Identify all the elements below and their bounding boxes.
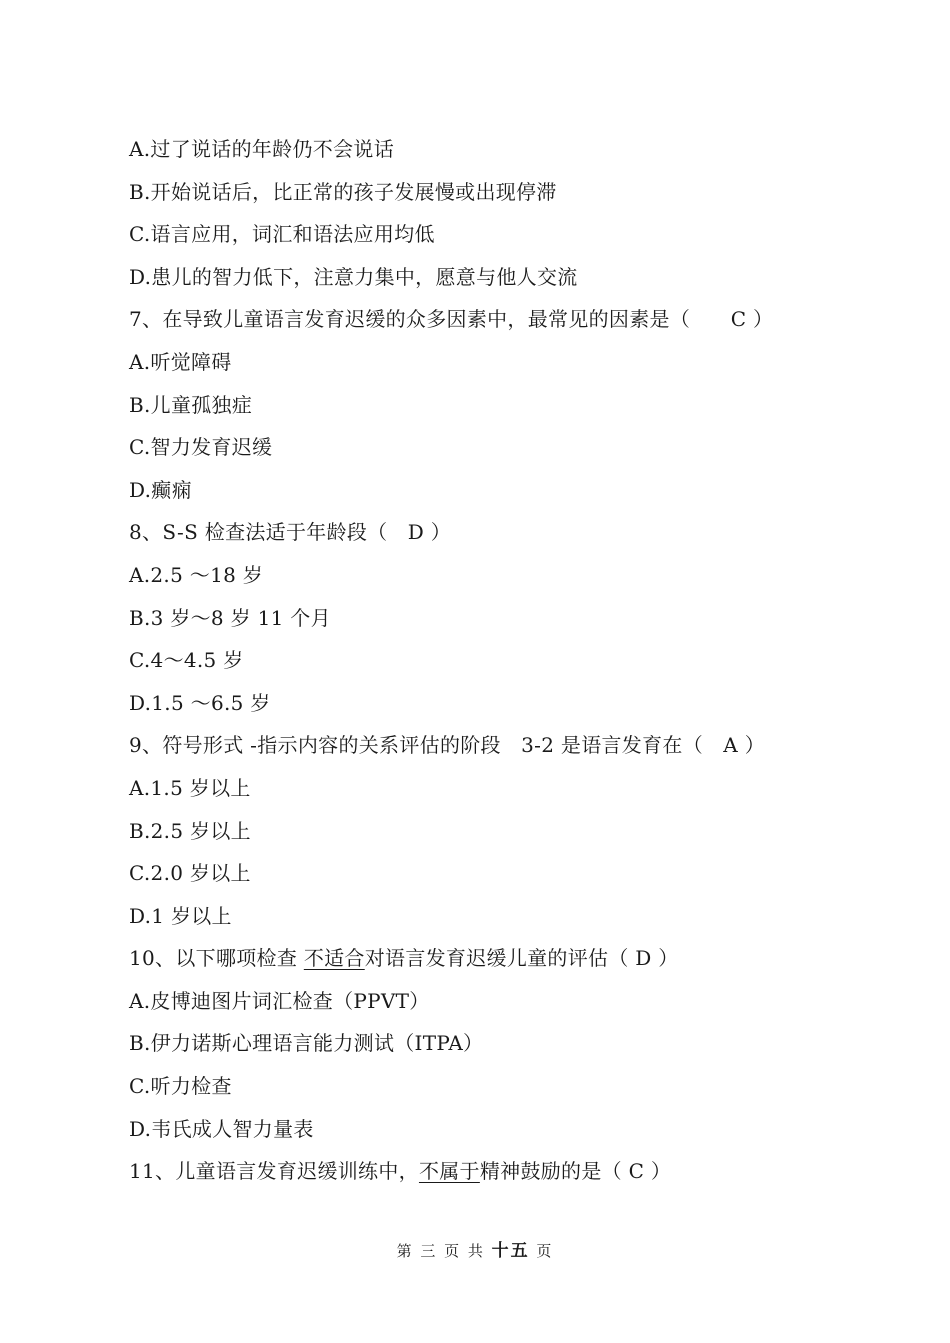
question-10-prefix: 10、以下哪项检查 xyxy=(129,946,304,971)
option-line: C.4～4.5 岁 xyxy=(129,648,244,673)
question-11 xyxy=(129,1152,829,1195)
question-10-emphasis: 不适合 xyxy=(303,946,365,971)
option-line: D.1.5 ～6.5 岁 xyxy=(129,690,271,715)
question-10 xyxy=(129,939,829,982)
question-content xyxy=(129,130,829,1195)
option-line: A.2.5 ～18 岁 xyxy=(129,562,264,587)
option-line: C.智力发育迟缓 xyxy=(129,435,273,460)
page-footer xyxy=(0,1236,950,1261)
option-line: B.伊力诺斯心理语言能力测试（ITPA） xyxy=(129,1031,484,1056)
option-line: B.儿童孤独症 xyxy=(129,392,253,417)
footer-prefix: 第 三 页 共 xyxy=(396,1242,492,1260)
option-line: B.2.5 岁以上 xyxy=(129,818,251,843)
option-line: D.癫痫 xyxy=(129,477,192,502)
option-line: A.过了说话的年龄仍不会说话 xyxy=(129,137,395,161)
option-line: A.听觉障碍 xyxy=(129,349,232,374)
question-10-suffix: 对语言发育迟缓儿童的评估（ D ） xyxy=(364,946,679,971)
option-line: B.开始说话后，比正常的孩子发展慢或出现停滞 xyxy=(129,179,557,204)
question-7: 7、在导致儿童语言发育迟缓的众多因素中，最常见的因素是（ C ） xyxy=(129,307,774,332)
option-line: A.1.5 岁以上 xyxy=(129,775,251,800)
question-11-prefix: 11、儿童语言发育迟缓训练中， xyxy=(129,1159,419,1184)
option-line: C.2.0 岁以上 xyxy=(129,861,251,886)
question-8: 8、S-S 检查法适于年龄段（ D ） xyxy=(129,520,452,545)
option-line: D.韦氏成人智力量表 xyxy=(129,1116,314,1141)
option-line: A.皮博迪图片词汇检查（PPVT） xyxy=(129,988,430,1013)
option-line: B.3 岁～8 岁 11 个月 xyxy=(129,605,331,630)
option-line: C.听力检查 xyxy=(129,1074,232,1099)
footer-total-pages: 十五 xyxy=(491,1241,530,1261)
question-11-emphasis: 不属于 xyxy=(418,1159,480,1184)
option-line: D.1 岁以上 xyxy=(129,903,232,928)
question-11-suffix: 精神鼓励的是（ C ） xyxy=(479,1159,672,1184)
footer-suffix: 页 xyxy=(529,1242,554,1260)
question-9: 9、符号形式 -指示内容的关系评估的阶段 3-2 是语言发育在（ A ） xyxy=(129,733,766,758)
option-line: C.语言应用，词汇和语法应用均低 xyxy=(129,222,435,247)
option-line: D.患儿的智力低下，注意力集中，愿意与他人交流 xyxy=(129,264,578,289)
